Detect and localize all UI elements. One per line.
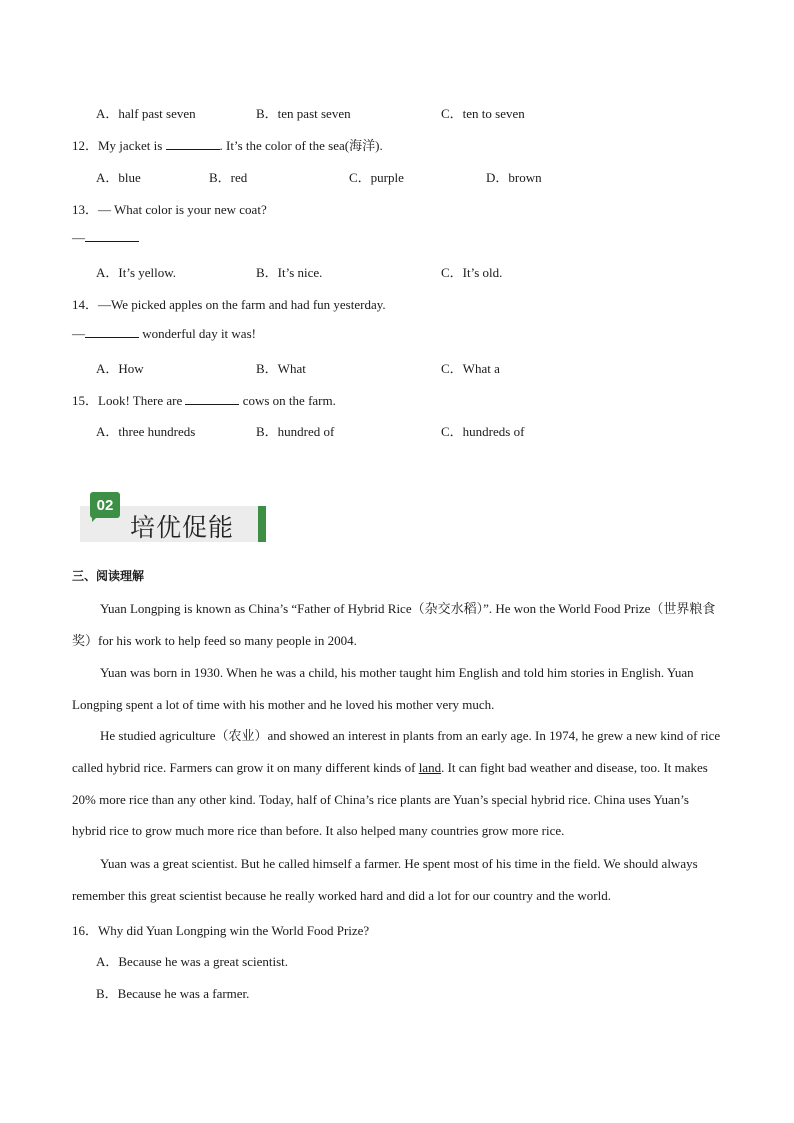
q16-stem: 16．Why did Yuan Longping win the World Food Prize?	[72, 923, 370, 938]
q12-stem-post: . It’s the color of the sea(海洋).	[219, 138, 383, 153]
q14-answer-post: wonderful day it was!	[139, 326, 256, 341]
banner-title: 培优促能	[130, 513, 235, 542]
q12-option-c: C．purple	[349, 170, 404, 185]
answer-blank	[185, 393, 239, 405]
banner-number: 02	[96, 497, 114, 514]
section-banner	[80, 492, 266, 542]
q12-stem	[72, 135, 383, 154]
q14-stem: 14．—We picked apples on the farm and had fun yesterday.	[72, 297, 386, 312]
banner-tab-tail	[92, 516, 104, 522]
q14-option-a: A．How	[96, 361, 144, 376]
paragraph-text: Yuan was born in 1930. When he was a child, his mother taught him English and told him stories in English. Yuan Longping spent a lot of time with his mother and he loved his mother very much.	[72, 665, 694, 712]
q15-option-a: A．three hundreds	[96, 424, 196, 439]
dash: —	[72, 326, 85, 341]
q15-option-c: C．hundreds of	[441, 424, 525, 439]
q16-option-b: B．Because he was a farmer.	[96, 986, 250, 1001]
section-heading: 三、阅读理解	[72, 569, 145, 583]
q14-option-b: B．What	[256, 361, 306, 376]
passage-paragraph-1	[72, 593, 722, 657]
q13-option-a: A．It’s yellow.	[96, 265, 177, 280]
passage-paragraph-2	[72, 657, 722, 721]
q15-stem-post: cows on the farm.	[239, 393, 336, 408]
q12-stem-pre: 12．My jacket is	[72, 138, 166, 153]
underlined-word: land	[418, 759, 442, 775]
q14-option-c: C．What a	[441, 361, 500, 376]
banner-accent-bar	[258, 506, 266, 542]
answer-blank	[166, 138, 220, 150]
q13-option-b: B．It’s nice.	[256, 265, 323, 280]
q11-option-a: A．half past seven	[96, 106, 196, 121]
q11-option-b: B．ten past seven	[256, 106, 351, 121]
q13-stem: 13．— What color is your new coat?	[72, 202, 267, 217]
q15-stem-pre: 15．Look! There are	[72, 393, 186, 408]
q12-option-a: A．blue	[96, 170, 141, 185]
paragraph-text: . It can fight bad weather and disease, too. It makes 20% more rice than any other kind. Today, half of China’s rice plants are Yuan’s special hybrid rice. China uses Yuan’s hybrid rice to grow much more rice than before. It also helped many countries grow more rice.	[72, 759, 708, 839]
q15-option-b: B．hundred of	[256, 424, 335, 439]
q15-stem	[72, 390, 336, 409]
q14-answer-line	[72, 326, 256, 342]
passage-paragraph-4	[72, 848, 722, 912]
answer-blank	[85, 230, 139, 242]
dash: —	[72, 230, 85, 245]
q12-option-b: B．red	[209, 170, 248, 185]
q16-option-a: A．Because he was a great scientist.	[96, 954, 289, 969]
paragraph-text: Yuan Longping is known as China’s “Father of Hybrid Rice（杂交水稻）”. He won the World Food Prize（世界粮食奖）for his work to help feed so many people in 2004.	[72, 601, 716, 648]
answer-blank	[85, 326, 139, 338]
q13-option-c: C．It’s old.	[441, 265, 503, 280]
q12-option-d: D．brown	[486, 170, 542, 185]
passage-paragraph-3	[72, 720, 722, 847]
paragraph-text: Yuan was a great scientist. But he called himself a farmer. He spent most of his time in the field. We should always remember this great scientist because he really worked hard and did a lot for our country and the world.	[72, 856, 698, 903]
q13-answer-line	[72, 230, 139, 246]
paragraph-text: He studied agriculture（农业）and showed an interest in plants from an early age. In 1974, he grew a new kind of rice called hybrid rice. Farmers can grow it on many different kinds of	[72, 728, 721, 775]
q11-option-c: C．ten to seven	[441, 106, 525, 121]
